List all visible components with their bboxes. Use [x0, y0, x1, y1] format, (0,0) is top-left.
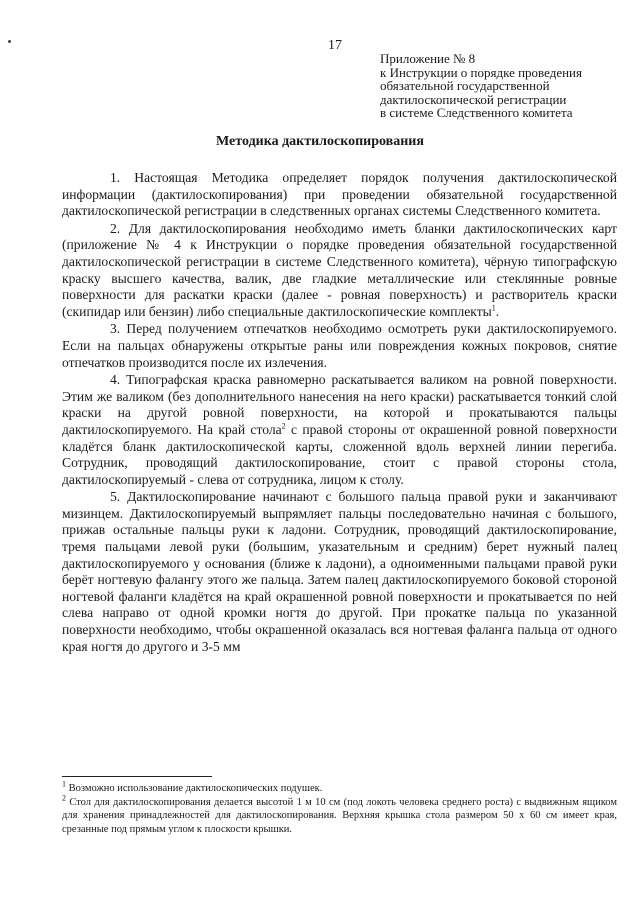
paragraph-5: 5. Дактилоскопирование начинают с большого пальца правой руки и заканчивают мизинцем. Дактилоскопируемый выпрямляет пальцы последовательно начиная с большого, прижав остальные пальцы руки к ладони. Сотрудник, проводящий дактилоскопирование, тремя пальцами левой руки (большим, указательным и средним) берет нужный палец дактилоскопируемого у основания (ближе к ладони), а одноименными пальцами правой руки берёт ногтевую фалангу этого же пальца. Затем палец дактилоскопируемого боковой стороной ногтевой фаланги кладётся на край окрашенной ровной поверхности и прокатывается по ней слева направо от одной кромки ногтя до другой. При прокатке пальца по указанной поверхности необходимо, чтобы окрашенной оказалась вся ногтевая фаланга пальца от одного края ногтя до другого и 3-5 мм — [62, 489, 617, 654]
page-number: 17 — [328, 38, 342, 53]
document-body — [62, 170, 617, 656]
footnote-number: 2 — [62, 793, 66, 802]
footnote-divider — [62, 776, 212, 777]
paragraph-3: 3. Перед получением отпечатков необходимо осмотреть руки дактилоскопируемого. Если на пальцах обнаружены открытые раны или повреждения кожных покровов, снятие отпечатков производится после их излечения. — [62, 321, 617, 370]
footnote-1 — [62, 779, 617, 796]
appendix-header — [380, 52, 625, 120]
footnote-2 — [62, 793, 617, 837]
footnote-ref: 2 — [281, 421, 286, 431]
scan-mark — [8, 40, 11, 43]
paragraph-4 — [62, 372, 617, 488]
document-title: Методика дактилоскопирования — [216, 134, 424, 149]
paragraph-text: с правой стороны от окрашенной ровной поверхности кладётся бланк дактилоскопической карты, сложенной вдоль верхней линии перегиба. Сотрудник, проводящий дактилоскопирование, стоит с правой стороны стола, дактилоскопируемый - слева от сотрудника, лицом к столу. — [62, 421, 617, 487]
appendix-line: к Инструкции о порядке проведения — [380, 64, 582, 80]
footnote-ref: 1 — [491, 303, 496, 313]
appendix-line: обязательной государственной — [380, 78, 550, 93]
footnote-text: Стол для дактилоскопирования делается высотой 1 м 10 см (под локоть человека среднего роста) с выдвижным ящиком для хранения принадлежностей для дактилоскопирования. Верхняя крышка стола размером 50 х 60 см имеет края, срезанные под прямым углом к плоскости крышки. — [62, 796, 617, 835]
paragraph-text: 4. Типографская краска равномерно раскатывается валиком на ровной поверхности. Этим же валиком (без дополнительного нанесения на него краски) раскатывается тонкий слой краски на другой ровной поверхности, на которой и прокатываются пальцы дактилоскопируемого. На край стола — [62, 372, 617, 437]
appendix-line: в системе Следственного комитета — [380, 105, 573, 120]
appendix-line: дактилоскопической регистрации — [380, 91, 567, 107]
paragraph-text: . — [495, 303, 500, 319]
appendix-line: Приложение № 8 — [380, 51, 476, 66]
paragraph-1: 1. Настоящая Методика определяет порядок получения дактилоскопической информации (дактилоскопирования) при проведении обязательной государственной дактилоскопической регистрации в следственных органах системы Следственного комитета. — [62, 170, 617, 219]
paragraph-text: 2. Для дактилоскопирования необходимо иметь бланки дактилоскопических карт (приложение № 4 к Инструкции о порядке проведения обязательной государственной дактилоскопической регистрации в системе Следственного комитета), чёрную типографскую краску высшего качества, валик, две гладкие металлические или стеклянные ровные поверхности для раскатки краски (далее - ровная поверхность) и растворитель краски (скипидар или бензин) либо специальные дактилоскопические комплекты — [62, 220, 617, 319]
footnote-number: 1 — [62, 779, 66, 789]
footnote-text: Возможно использование дактилоскопических подушек. — [66, 783, 323, 794]
footnotes — [62, 779, 617, 836]
paragraph-2 — [62, 221, 617, 321]
